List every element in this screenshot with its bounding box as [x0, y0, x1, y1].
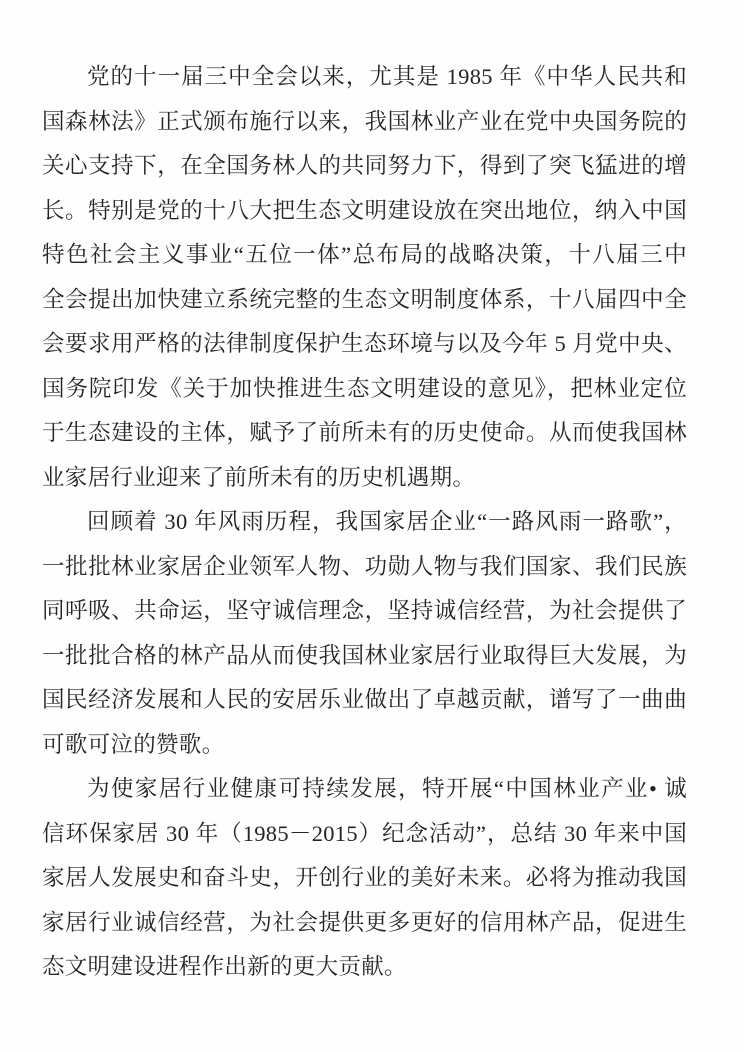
- text-line: 家居人发展史和奋斗史，开创行业的美好未来。必将为推动我国: [42, 865, 687, 890]
- text-line: 可歌可泣的赞歌。: [42, 731, 225, 757]
- text-line: 国森林法》正式颁布施行以来，我国林业产业在党中央国务院的: [42, 108, 687, 134]
- text-line: 同呼吸、共命运，坚守诚信理念，坚持诚信经营，为社会提供了: [42, 598, 687, 623]
- text-line: 家居行业诚信经营，为社会提供更多更好的信用林产品，促进生: [42, 909, 687, 935]
- text-line: 会要求用严格的法律制度保护生态环境与以及今年 5 月党中央、: [42, 331, 687, 356]
- text-line: 一批批林业家居企业领军人物、功勋人物与我们国家、我们民族: [42, 553, 687, 579]
- paragraph: [42, 55, 687, 500]
- text-line: 全会提出加快建立系统完整的生态文明制度体系，十八届四中全: [42, 286, 687, 312]
- text-line: 长。特别是党的十八大把生态文明建设放在突出地位，纳入中国: [42, 197, 687, 223]
- text-line: 国务院印发《关于加快推进生态文明建设的意见》，把林业定位: [42, 375, 687, 401]
- text-line: 为使家居行业健康可持续发展，特开展“中国林业产业• 诚: [87, 776, 687, 801]
- text-line: 回顾着 30 年风雨历程，我国家居企业“一路风雨一路歌”，: [87, 509, 687, 534]
- document-body: [42, 55, 687, 990]
- text-line: 一批批合格的林产品从而使我国林业家居行业取得巨大发展，为: [42, 642, 687, 668]
- text-line: 党的十一届三中全会以来，尤其是 1985 年《中华人民共和: [87, 64, 687, 89]
- text-line: 态文明建设进程作出新的更大贡献。: [42, 954, 407, 979]
- text-line: 国民经济发展和人民的安居乐业做出了卓越贡献，谱写了一曲曲: [42, 687, 687, 712]
- paragraph: [42, 500, 687, 767]
- text-line: 业家居行业迎来了前所未有的历史机遇期。: [42, 464, 476, 490]
- paragraph: [42, 767, 687, 990]
- text-line: 于生态建设的主体，赋予了前所未有的历史使命。从而使我国林: [42, 420, 687, 445]
- text-line: 信环保家居 30 年（1985－2015）纪念活动”，总结 30 年来中国: [42, 820, 687, 846]
- text-line: 特色社会主义事业“五位一体”总布局的战略决策，十八届三中: [42, 242, 687, 267]
- text-line: 关心支持下，在全国务林人的共同努力下，得到了突飞猛进的增: [42, 153, 687, 178]
